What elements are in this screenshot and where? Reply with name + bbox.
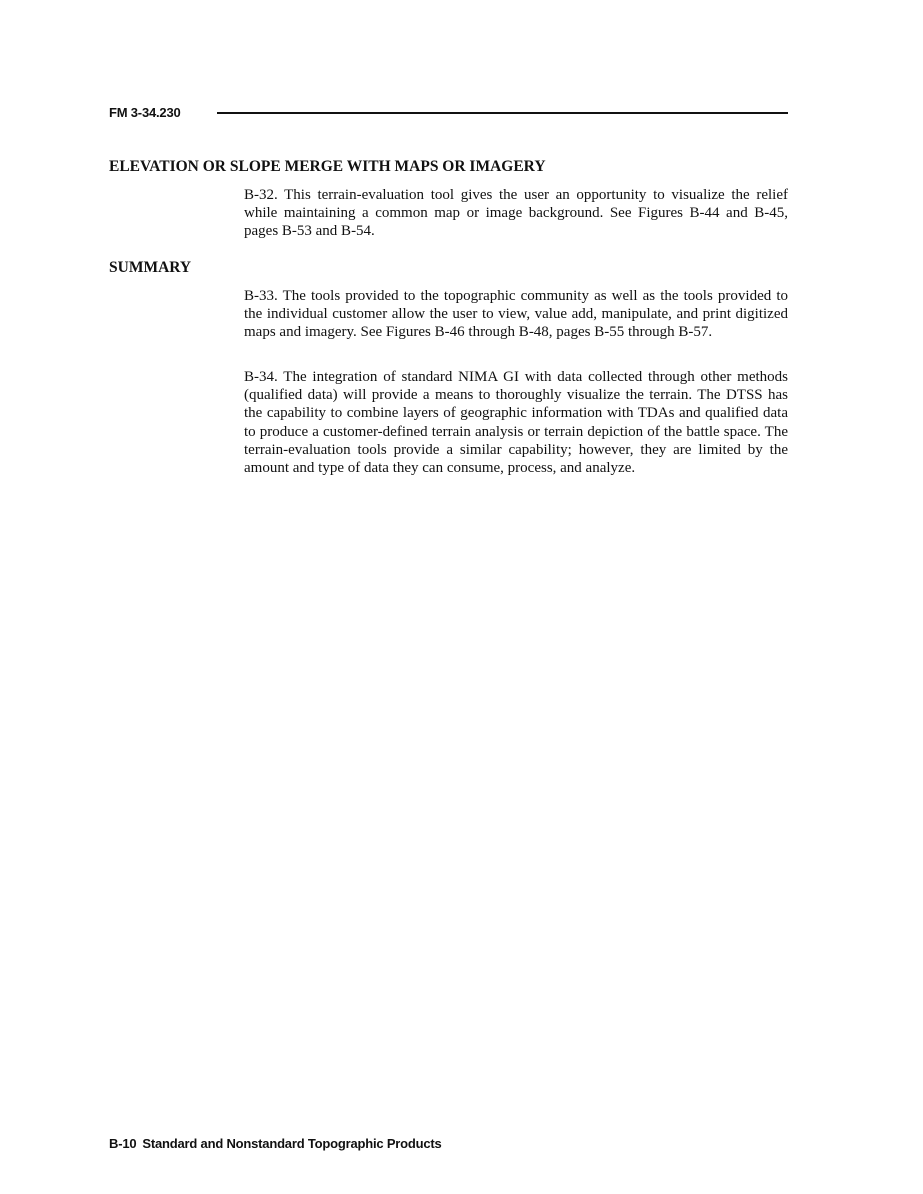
paragraph-b-34: B-34. The integration of standard NIMA GI with data collected through other methods (qualified data) will provide a means to thoroughly visualize the terrain. The DTSS has the capability to combine layers of geographic information with TDAs and qualified data to produce a customer-defined terrain analysis or terrain depiction of the battle space. The terrain-evaluation tools provide a similar capability; however, they are limited by the amount and type of data they can consume, process, and analyze. <box>244 369 788 477</box>
page-number: B-10 <box>109 1136 137 1151</box>
header-rule <box>217 112 788 114</box>
page-header <box>109 104 789 124</box>
section-heading-summary: SUMMARY <box>109 259 192 276</box>
page-footer <box>109 1135 442 1153</box>
section-heading-elevation-slope-merge: ELEVATION OR SLOPE MERGE WITH MAPS OR IMAGERY <box>109 158 546 175</box>
chapter-title: Standard and Nonstandard Topographic Products <box>142 1136 442 1151</box>
paragraph-b-32: B-32. This terrain-evaluation tool gives the user an opportunity to visualize the relief while maintaining a common map or image background. See Figures B-44 and B-45, pages B-53 and B-54. <box>244 187 788 240</box>
paragraph-b-33: B-33. The tools provided to the topographic community as well as the tools provided to the individual customer allow the user to view, value add, manipulate, and print digitized maps and imagery. See Figures B-46 through B-48, pages B-55 through B-57. <box>244 288 788 341</box>
document-id: FM 3-34.230 <box>109 105 181 120</box>
